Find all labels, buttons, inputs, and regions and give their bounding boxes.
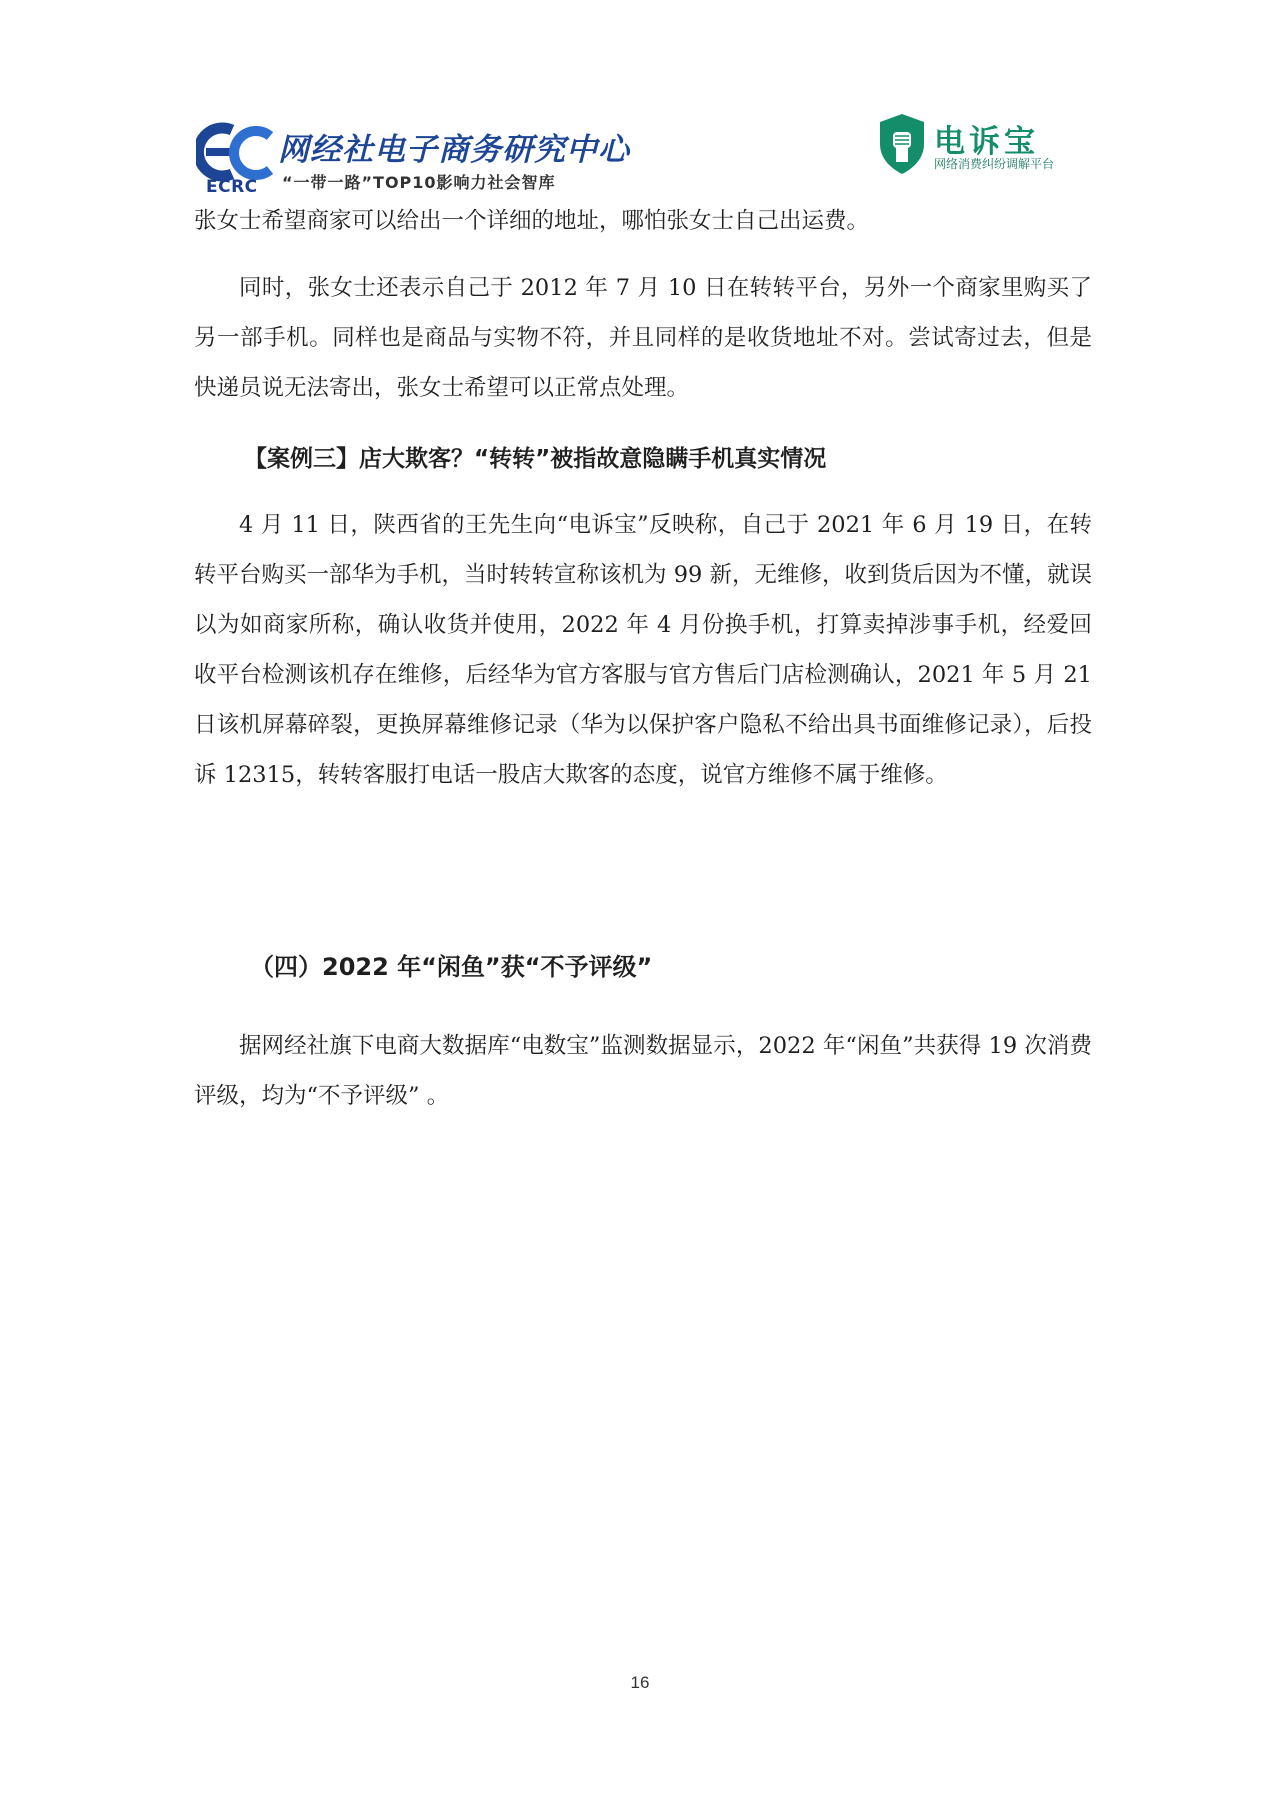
paragraph-second-purchase: 同时，张女士还表示自己于 2012 年 7 月 10 日在转转平台，另外一个商家里购买了另一部手机。同样也是商品与实物不符，并且同样的是收货地址不对。尝试寄过去，但是快递员说无法寄出，张女士希望可以正常点处理。 xyxy=(194,275,1092,401)
dianshubao-title: 电诉宝 xyxy=(934,124,1039,160)
page-number: 16 xyxy=(630,1673,650,1692)
dianshubao-subtitle: 网络消费纠纷调解平台 xyxy=(934,157,1055,171)
ecrc-abbr: ECRC xyxy=(206,177,258,197)
paragraph-case-three: 4 月 11 日，陕西省的王先生向“电诉宝”反映称，自己于 2021 年 6 月 19 日，在转转平台购买一部华为手机，当时转转宣称该机为 99 新，无维修，收到货后因为不懂，就误以为如商家所称，确认收货并使用，2022 年 4 月份换手机，打算卖掉涉事手机，经爱回收平台检测该机存在维修，后经华为官方客服与官方售后门店检测确认，2021 年 5 月 21 日该机屏幕碎裂，更换屏幕维修记录（华为以保护客户隐私不给出具书面维修记录），后投诉 12315，转转客服打电话一股店大欺客的态度，说官方维修不属于维修。 xyxy=(194,512,1092,788)
paragraph-rating: 据网经社旗下电商大数据库“电数宝”监测数据显示，2022 年“闲鱼”共获得 19 次消费评级，均为“不予评级” 。 xyxy=(194,1033,1092,1109)
ecrc-logo xyxy=(196,122,636,202)
shield-fist-icon xyxy=(876,112,928,176)
section-heading: （四）2022 年“闲鱼”获“不予评级” xyxy=(250,953,653,981)
dianshubao-logo xyxy=(876,112,1086,186)
ecrc-title: 网经社电子商务研究中心 xyxy=(278,132,630,168)
case-heading: 【案例三】店大欺客？“转转”被指故意隐瞒手机真实情况 xyxy=(244,446,827,472)
paragraph-continuation: 张女士希望商家可以给出一个详细的地址，哪怕张女士自己出运费。 xyxy=(194,208,870,234)
ecrc-subtitle: “一带一路”TOP10影响力社会智库 xyxy=(282,173,556,192)
